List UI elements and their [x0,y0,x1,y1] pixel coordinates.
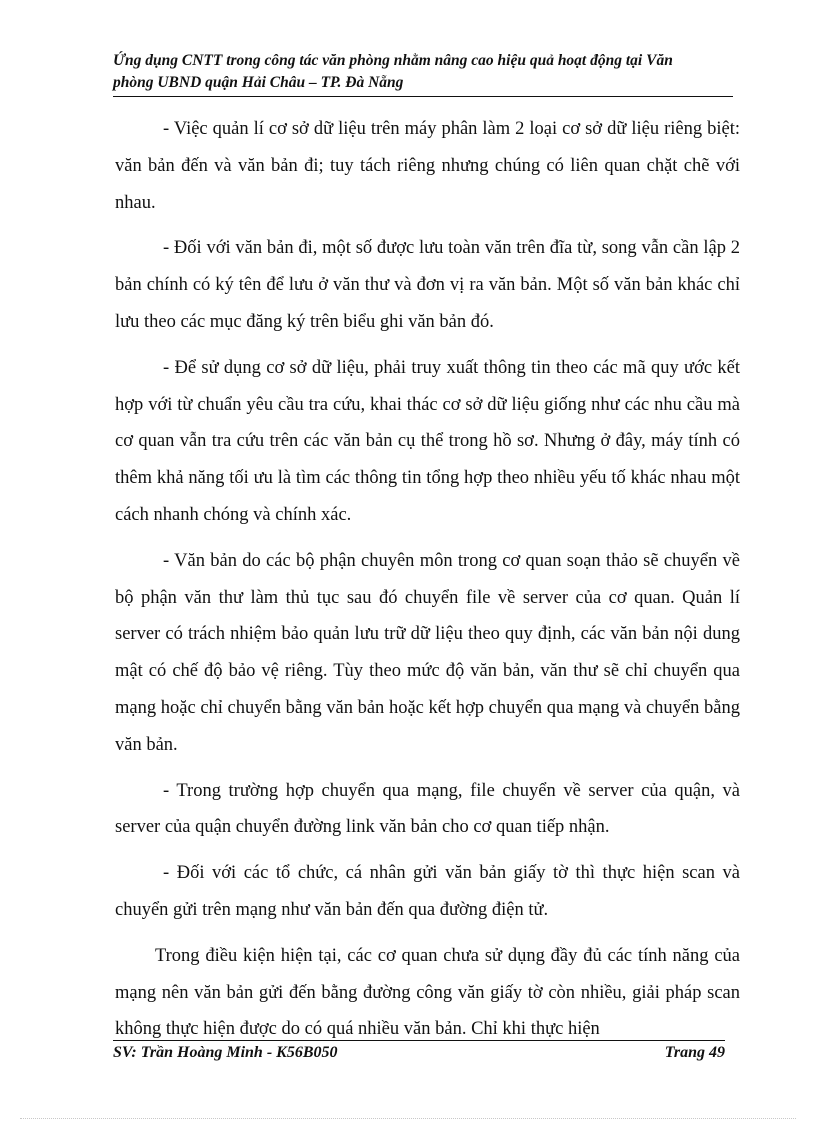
footer-author: SV: Trần Hoàng Minh - K56B050 [113,1044,338,1061]
page-footer [113,1040,725,1062]
paragraph: - Đối với văn bản đi, một số được lưu toàn văn trên đĩa từ, song vẫn cần lập 2 bản chính có ký tên để lưu ở văn thư và đơn vị ra văn bản. Một số văn bản khác chỉ lưu theo các mục đăng ký trên biểu ghi văn bản đó. [115,238,740,332]
paragraph: - Việc quản lí cơ sở dữ liệu trên máy phân làm 2 loại cơ sở dữ liệu riêng biệt: văn bản đến và văn bản đi; tuy tách riêng nhưng chúng có liên quan chặt chẽ với nhau. [115,119,740,213]
page-number: Trang 49 [664,1044,725,1061]
paragraph: - Để sử dụng cơ sở dữ liệu, phải truy xuất thông tin theo các mã quy ước kết hợp với từ chuẩn yêu cầu tra cứu, khai thác cơ sở dữ liệu giống như các nhu cầu mà cơ quan vẫn tra cứu trên các văn bản cụ thể trong hồ sơ. Nhưng ở đây, máy tính có thêm khả năng tối ưu là tìm các thông tin tổng hợp theo nhiều yếu tố khác nhau một cách nhanh chóng và chính xác. [115,357,740,525]
paragraph: - Văn bản do các bộ phận chuyên môn trong cơ quan soạn thảo sẽ chuyển về bộ phận văn thư làm thủ tục sau đó chuyển file về server của cơ quan. Quản lí server có trách nhiệm bảo quản lưu trữ dữ liệu theo quy định, các văn bản nội dung mật có chế độ bảo vệ riêng. Tùy theo mức độ văn bản, văn thư sẽ chỉ chuyển qua mạng hoặc chỉ chuyển bằng văn bản hoặc kết hợp chuyển qua mạng và chuyển bằng văn bản. [115,550,740,755]
page-header [113,50,733,97]
paragraph: - Đối với các tổ chức, cá nhân gửi văn bản giấy tờ thì thực hiện scan và chuyển gửi trên mạng như văn bản đến qua đường điện tử. [115,863,740,920]
paragraph: - Trong trường hợp chuyển qua mạng, file chuyển về server của quận, và server của quận chuyển đường link văn bản cho cơ quan tiếp nhận. [115,780,740,838]
header-title-line-1: Ứng dụng CNTT trong công tác văn phòng nhằm nâng cao hiệu quả hoạt động tại Văn [113,52,673,69]
header-title-line-2: phòng UBND quận Hải Châu – TP. Đà Nẵng [113,74,404,91]
body-text [115,111,740,1048]
paragraph: Trong điều kiện hiện tại, các cơ quan chưa sử dụng đầy đủ các tính năng của mạng nên văn bản gửi đến bằng đường công văn giấy tờ còn nhiều, giải pháp scan không thực hiện được do có quá nhiều văn bản. Chỉ khi thực hiện [115,945,740,1040]
page-bottom-divider [20,1118,796,1119]
